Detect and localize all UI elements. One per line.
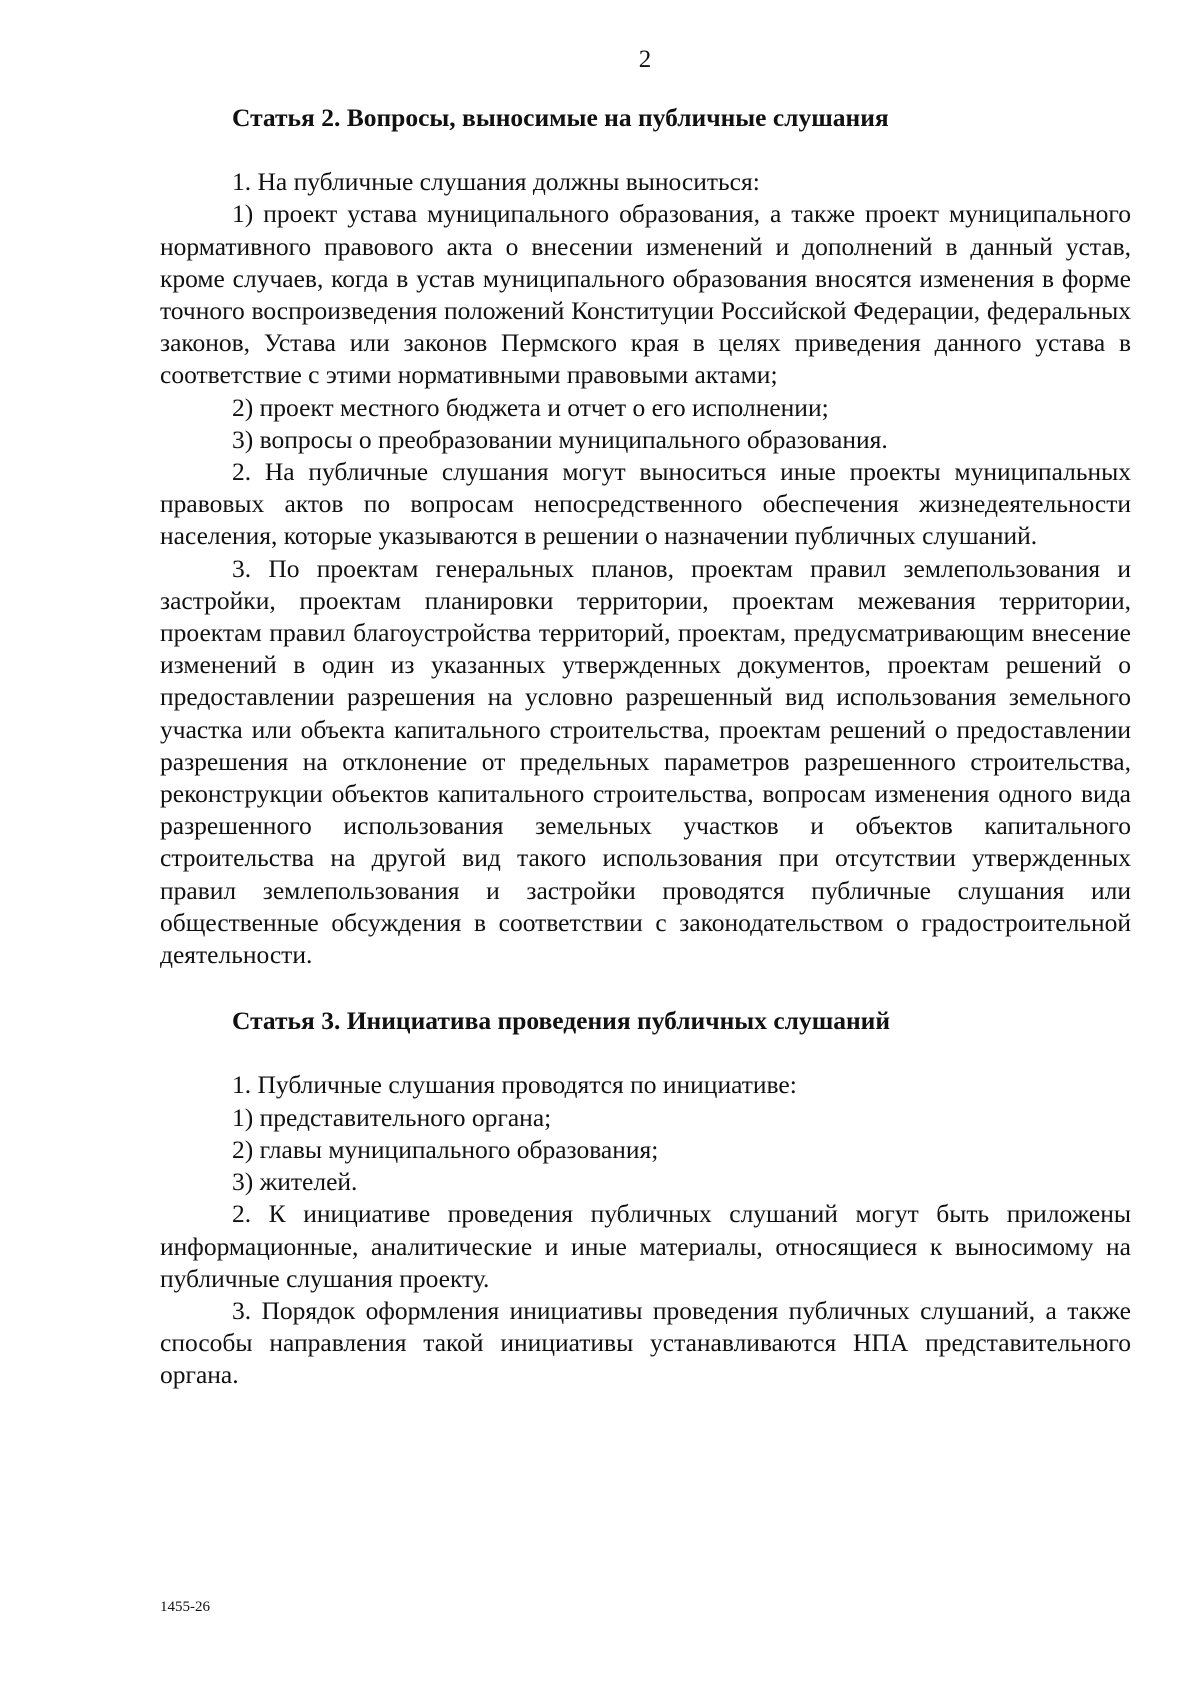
article-2-paragraph-6: 3. По проектам генеральных планов, проектам правил землепользования и застройки, проектам планировки территории, проектам межевания территории, проектам правил благоустройства территорий, проектам, предусматривающим внесение изменений в один из указанных утвержденных документов, проектам решений о предоставлении разрешения на условно разрешенный вид использования земельного участка или объекта капитального строительства, проектам решений о предоставлении разрешения на отклонение от предельных параметров разрешенного строительства, реконструкции объектов капитального строительства, вопросам изменения одного вида разрешенного использования земельных участков и объектов капитального строительства на другой вид такого использования при отсутствии утвержденных правил землепользования и застройки проводятся публичные слушания или общественные обсуждения в соответствии с законодательством о градостроительной деятельности. (160, 553, 1131, 970)
page-number: 2 (638, 46, 652, 73)
article-2 (160, 102, 1131, 971)
article-3-paragraph-2: 1) представительного органа; (232, 1102, 552, 1132)
article-2-paragraph-1: 1. На публичные слушания должны выноситься: (232, 167, 760, 197)
spacer (160, 134, 1131, 166)
spacer (160, 1037, 1131, 1069)
article-2-heading: Статья 2. Вопросы, выносимые на публичные слушания (232, 103, 889, 132)
document-code: 1455-26 (160, 1599, 210, 1615)
article-3-paragraph-6: 3. Порядок оформления инициативы проведения публичных слушаний, а также способы направления такой инициативы устанавливаются НПА представительного органа. (160, 1295, 1131, 1390)
article-2-paragraph-2: 1) проект устава муниципального образования, а также проект муниципального нормативного правового акта о внесении изменений и дополнений в данный устав, кроме случаев, когда в устав муниципального образования вносятся изменения в форме точного воспроизведения положений Конституции Российской Федерации, федеральных законов, Устава или законов Пермского края в целях приведения данного устава в соответствие с этими нормативными правовыми актами; (160, 199, 1131, 390)
article-3-paragraph-5: 2. К инициативе проведения публичных слушаний могут быть приложены информационные, аналитические и иные материалы, относящиеся к выносимому на публичные слушания проекту. (160, 1199, 1131, 1293)
spacer (160, 971, 1131, 1005)
article-2-paragraph-3: 2) проект местного бюджета и отчет о его исполнении; (232, 392, 829, 422)
article-3-paragraph-4: 3) жителей. (232, 1167, 358, 1197)
article-3 (160, 1005, 1131, 1391)
article-2-paragraph-5: 2. На публичные слушания могут выноситься иные проекты муниципальных правовых актов по вопросам непосредственного обеспечения жизнедеятельности населения, которые указываются в решении о назначении публичных слушаний. (160, 457, 1131, 551)
article-2-paragraph-4: 3) вопросы о преобразовании муниципального образования. (232, 424, 888, 454)
article-3-heading: Статья 3. Инициатива проведения публичных слушаний (232, 1006, 891, 1036)
article-3-paragraph-1: 1. Публичные слушания проводятся по инициативе: (232, 1070, 797, 1100)
document-body (160, 102, 1131, 1392)
article-3-paragraph-3: 2) главы муниципального образования; (232, 1134, 659, 1164)
